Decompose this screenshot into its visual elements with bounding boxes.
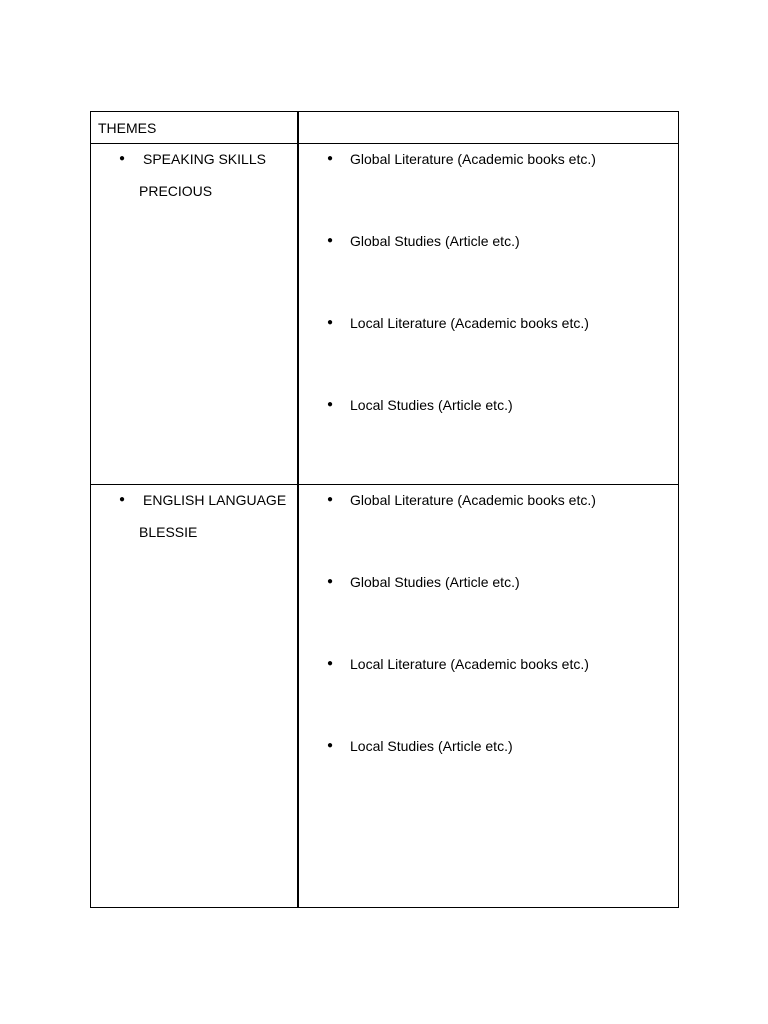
bullet-icon: ● <box>327 399 334 410</box>
table-row <box>91 144 678 485</box>
themes-table <box>90 111 679 908</box>
header-themes-label: THEMES <box>98 120 157 136</box>
theme-label: ENGLISH LANGUAGE <box>143 492 287 508</box>
theme-label: SPEAKING SKILLS <box>143 151 266 167</box>
source-item: Global Literature (Academic books etc.) <box>350 151 596 167</box>
bullet-icon: ● <box>327 494 334 505</box>
bullet-icon: ● <box>327 740 334 751</box>
sources-cell <box>299 144 678 484</box>
bullet-icon: ● <box>327 576 334 587</box>
source-item: Local Studies (Article etc.) <box>350 397 513 413</box>
bullet-icon: ● <box>327 658 334 669</box>
header-cell-themes <box>91 112 297 143</box>
source-item: Global Literature (Academic books etc.) <box>350 492 596 508</box>
source-item: Global Studies (Article etc.) <box>350 233 520 249</box>
theme-cell <box>91 144 297 484</box>
member-name: PRECIOUS <box>139 183 213 199</box>
table-header-row <box>91 112 678 144</box>
table-row <box>91 485 678 907</box>
bullet-icon: ● <box>119 494 126 505</box>
bullet-icon: ● <box>327 317 334 328</box>
source-item: Global Studies (Article etc.) <box>350 574 520 590</box>
bullet-icon: ● <box>327 153 334 164</box>
bullet-icon: ● <box>327 235 334 246</box>
sources-cell <box>299 485 678 907</box>
source-item: Local Literature (Academic books etc.) <box>350 656 589 672</box>
bullet-icon: ● <box>119 153 126 164</box>
member-name: BLESSIE <box>139 524 198 540</box>
source-item: Local Studies (Article etc.) <box>350 738 513 754</box>
source-item: Local Literature (Academic books etc.) <box>350 315 589 331</box>
header-cell-empty <box>299 112 678 143</box>
theme-cell <box>91 485 297 907</box>
